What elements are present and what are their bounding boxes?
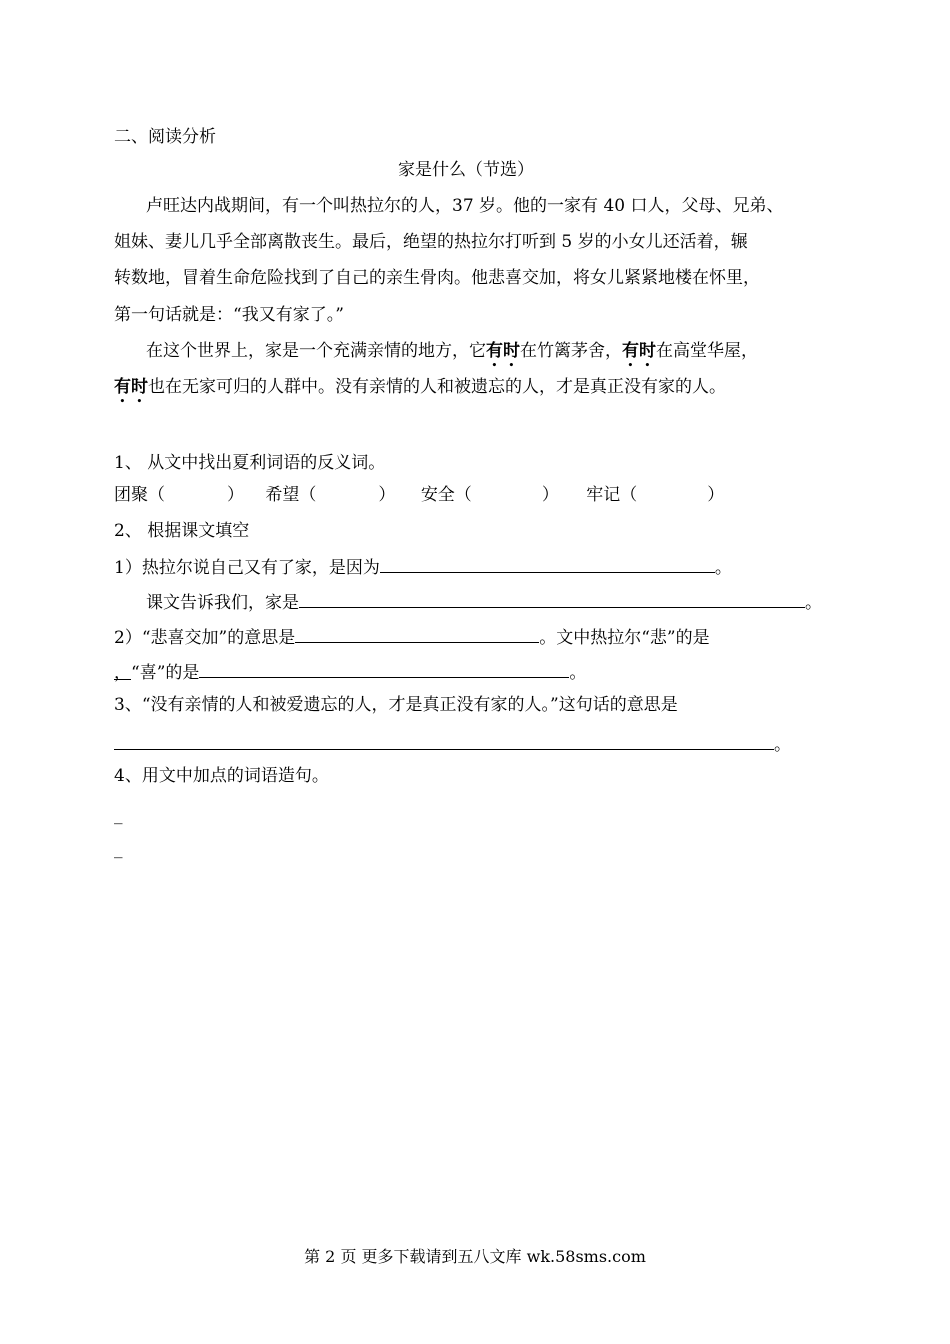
- passage-text: 也在无家可归的人群中。没有亲情的人和被遗忘的人，才是真正没有家的人。: [148, 377, 726, 397]
- dotted-word: 有时: [622, 341, 656, 361]
- passage-line: [146, 340, 758, 371]
- antonym-close: ）: [378, 485, 396, 505]
- question-prompt: 2、 根据课文填空: [114, 521, 250, 541]
- passage-line: 第一句话就是：“我又有家了。”: [114, 305, 344, 325]
- antonym-item: 团聚（: [114, 485, 165, 505]
- dotted-word: 有时: [114, 377, 148, 397]
- fill-label: 课文告诉我们，家是: [146, 593, 299, 613]
- answer-blank[interactable]: [199, 659, 569, 678]
- antonym-row: [114, 484, 724, 506]
- fill-line: [114, 659, 586, 684]
- fill-label: 1）热拉尔说自己又有了家，是因为: [114, 558, 380, 578]
- passage-line: 转数地，冒着生命危险找到了自己的亲生骨肉。他悲喜交加，将女儿紧紧地楼在怀里，: [114, 268, 760, 288]
- fill-end: 。: [774, 735, 791, 755]
- passage-line: [114, 376, 726, 407]
- fill-label: “喜”的是: [131, 663, 200, 683]
- passage-text: 在高堂华屋，: [656, 341, 758, 361]
- passage-line: 卢旺达内战期间，有一个叫热拉尔的人，37 岁。他的一家有 40 口人，父母、兄弟、: [146, 196, 784, 216]
- antonym-item: 希望（: [265, 485, 317, 505]
- question-prompt: 1、 从文中找出夏利词语的反义词。: [114, 453, 386, 473]
- answer-blank[interactable]: [299, 589, 805, 608]
- antonym-close: ）: [227, 485, 244, 505]
- passage-line: 姐妹、妻儿几乎全部离散丧生。最后，绝望的热拉尔打听到 5 岁的小女儿还活着，辗: [114, 232, 748, 252]
- section-heading: 二、阅读分析: [114, 127, 216, 147]
- fill-label: 。文中热拉尔“悲”的是: [539, 628, 710, 648]
- page-footer: 第 2 页 更多下载请到五八文库 wk.58sms.com: [304, 1247, 646, 1266]
- answer-blank[interactable]: [295, 624, 539, 643]
- fill-end: 。: [805, 593, 822, 613]
- passage-text: 在这个世界上，家是一个充满亲情的地方，它: [146, 341, 486, 361]
- fill-line: [146, 589, 822, 614]
- fill-line: [114, 624, 710, 649]
- dotted-word: 有时: [486, 341, 520, 361]
- fill-line: [114, 554, 732, 579]
- antonym-item: 安全（: [420, 485, 472, 505]
- fill-label: 2）“悲喜交加”的意思是: [114, 628, 296, 648]
- antonym-close: ）: [541, 485, 559, 505]
- passage-title: 家是什么（节选）: [398, 160, 534, 180]
- passage-text: 在竹篱茅舍，: [520, 341, 622, 361]
- answer-blank[interactable]: [380, 554, 715, 573]
- fill-comma: ，: [114, 663, 131, 683]
- fill-end: 。: [569, 663, 587, 683]
- fill-end: 。: [714, 558, 732, 578]
- answer-line-mark[interactable]: _: [114, 805, 123, 825]
- question-prompt: 4、用文中加点的词语造句。: [114, 766, 329, 786]
- question-prompt: 3、“没有亲情的人和被爱遗忘的人，才是真正没有家的人。”这句话的意思是: [114, 695, 678, 715]
- fill-line: [114, 731, 791, 756]
- answer-line-mark[interactable]: _: [114, 839, 123, 859]
- answer-blank[interactable]: [114, 731, 774, 750]
- antonym-item: 牢记（: [586, 485, 638, 505]
- antonym-close: ）: [707, 485, 725, 505]
